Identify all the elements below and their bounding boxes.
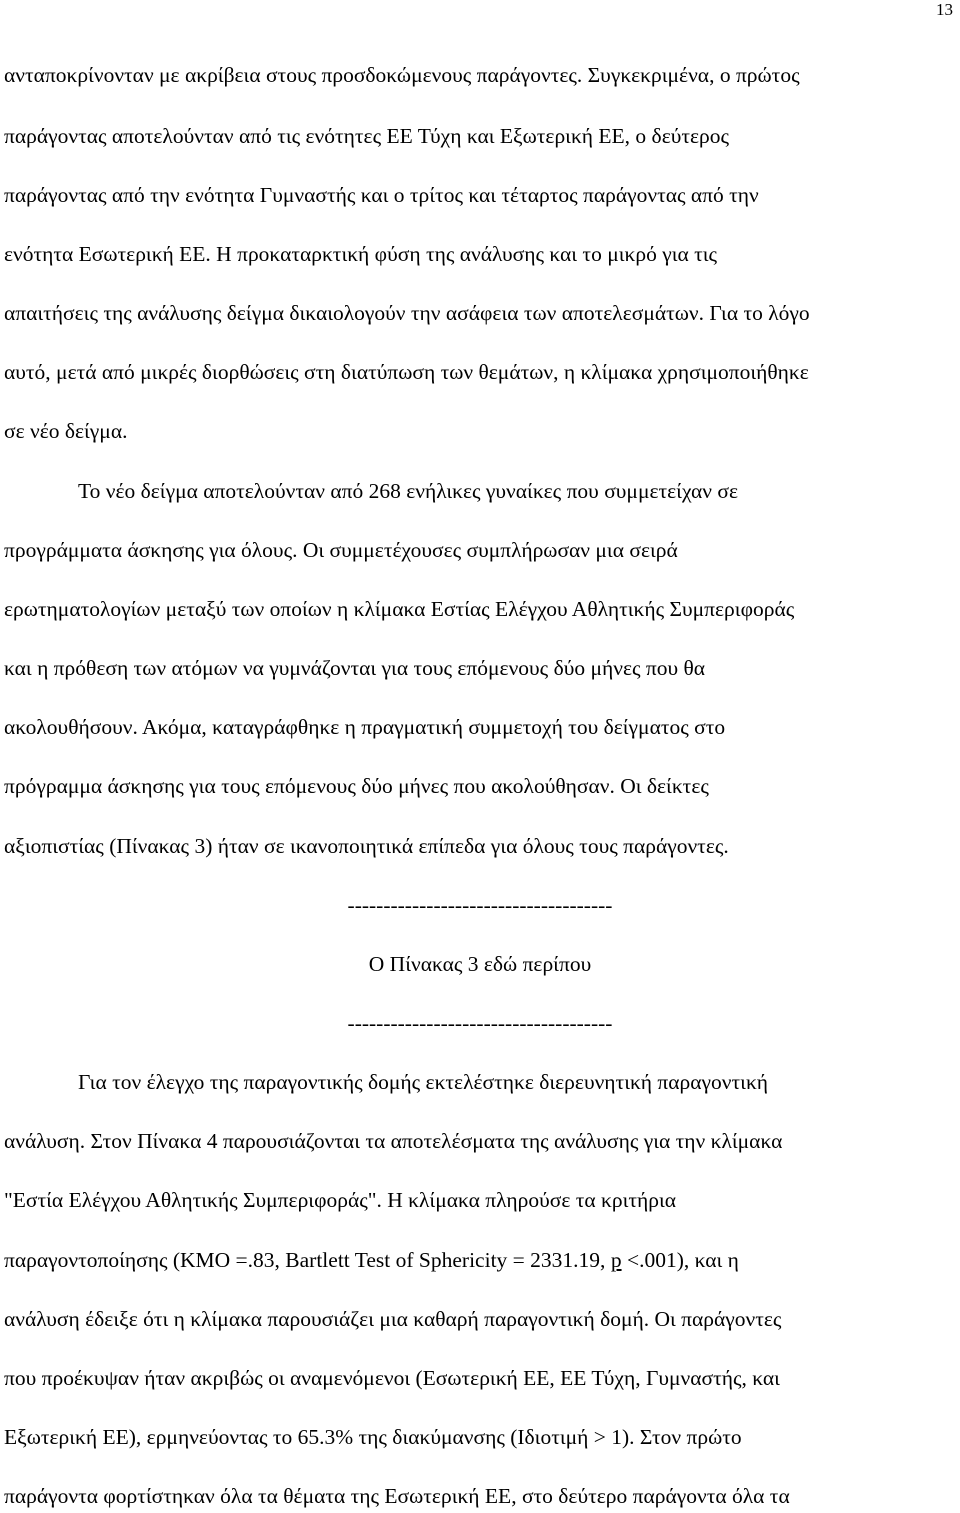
- paragraph-first-line: Για τον έλεγχο της παραγοντικής δομής εκτελέστηκε διερευνητική παραγοντική: [78, 1070, 769, 1094]
- text-line: αυτό, μετά από μικρές διορθώσεις στη διατύπωση των θεμάτων, η κλίμακα χρησιμοποιήθηκε: [4, 360, 809, 384]
- text-line: "Εστία Ελέγχου Αθλητικής Συμπεριφοράς". Η κλίμακα πληρούσε τα κριτήρια: [4, 1188, 677, 1212]
- text-line: ανάλυση έδειξε ότι η κλίμακα παρουσιάζει μια καθαρή παραγοντική δομή. Οι παράγοντες: [4, 1307, 782, 1331]
- text-line: παράγοντα φορτίστηκαν όλα τα θέματα της Εσωτερική ΕΕ, στο δεύτερο παράγοντα όλα τα: [4, 1484, 790, 1508]
- paragraph-first-line: Το νέο δείγμα αποτελούνταν από 268 ενήλικες γυναίκες που συμμετείχαν σε: [78, 479, 739, 503]
- kmo-text-before: παραγοντοποίησης (ΚΜΟ =.83, Bartlett Test of Sphericity = 2331.19,: [4, 1248, 611, 1272]
- text-line: και η πρόθεση των ατόμων να γυμνάζονται για τους επόμενους δύο μήνες που θα: [4, 656, 706, 680]
- table-placeholder-divider-top: -------------------------------------: [347, 893, 613, 917]
- text-line: ακολουθήσουν. Ακόμα, καταγράφθηκε η πραγματική συμμετοχή του δείγματος στο: [4, 715, 726, 739]
- text-line: ερωτηματολογίων μεταξύ των οποίων η κλίμακα Εστίας Ελέγχου Αθλητικής Συμπεριφοράς: [4, 597, 795, 621]
- table-placeholder-divider-bottom: -------------------------------------: [347, 1011, 613, 1035]
- text-line: παράγοντας αποτελούνταν από τις ενότητες ΕΕ Τύχη και Εξωτερική ΕΕ, ο δεύτερος: [4, 124, 730, 148]
- text-line: αξιοπιστίας (Πίνακας 3) ήταν σε ικανοποιητικά επίπεδα για όλους τους παράγοντες.: [4, 834, 729, 858]
- table-placeholder-note: Ο Πίνακας 3 εδώ περίπου: [368, 952, 592, 976]
- kmo-text-after: <.001), και η: [621, 1248, 739, 1272]
- p-symbol: p: [610, 1248, 622, 1272]
- text-line: ενότητα Εσωτερική ΕΕ. Η προκαταρκτική φύση της ανάλυσης και το μικρό για τις: [4, 242, 718, 266]
- text-line: πρόγραμμα άσκησης για τους επόμενους δύο μήνες που ακολούθησαν. Οι δείκτες: [4, 774, 709, 798]
- text-line-statistics: [0, 1245, 960, 1275]
- text-line: σε νέο δείγμα.: [4, 419, 128, 443]
- text-line: ανάλυση. Στον Πίνακα 4 παρουσιάζονται τα αποτελέσματα της ανάλυσης για την κλίμακα: [4, 1129, 783, 1153]
- text-line: απαιτήσεις της ανάλυσης δείγμα δικαιολογούν την ασάφεια των αποτελεσμάτων. Για το λόγο: [4, 301, 810, 325]
- text-line: παράγοντας από την ενότητα Γυμναστής και ο τρίτος και τέταρτος παράγοντας από την: [4, 183, 759, 207]
- text-line: Εξωτερική ΕΕ), ερμηνεύοντας το 65.3% της διακύμανσης (Ιδιοτιμή > 1). Στον πρώτο: [4, 1425, 742, 1449]
- text-line: που προέκυψαν ήταν ακριβώς οι αναμενόμενοι (Εσωτερική ΕΕ, ΕΕ Τύχη, Γυμναστής, και: [4, 1366, 780, 1390]
- page-number: 13: [936, 0, 953, 19]
- text-line: προγράμματα άσκησης για όλους. Οι συμμετέχουσες συμπλήρωσαν μια σειρά: [4, 538, 678, 562]
- text-line: ανταποκρίνονταν με ακρίβεια στους προσδοκώμενους παράγοντες. Συγκεκριμένα, ο πρώτος: [4, 63, 800, 87]
